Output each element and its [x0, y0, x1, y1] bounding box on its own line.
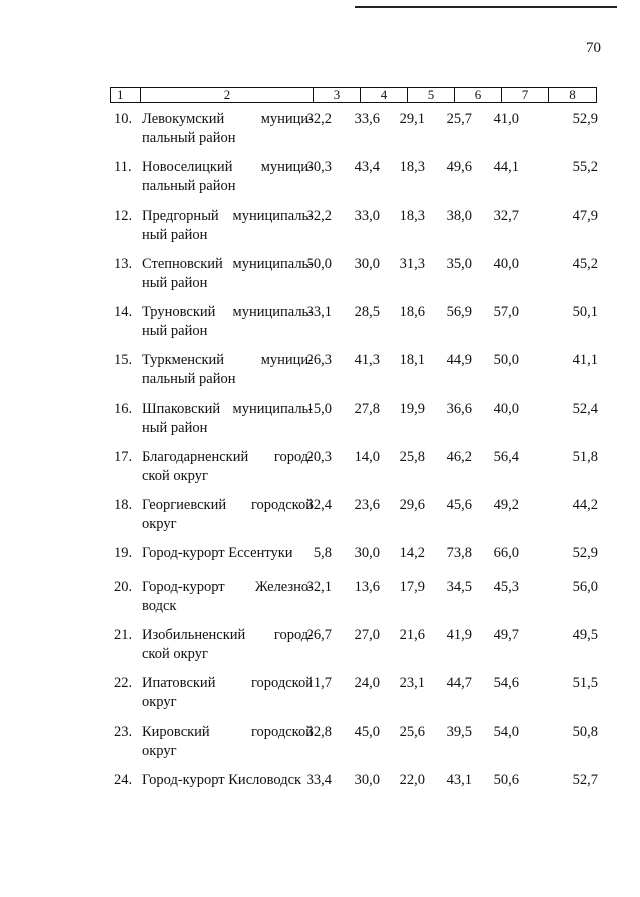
- district-name-line-1: Левокумский муници-: [142, 111, 313, 127]
- table-row: [0, 351, 640, 395]
- value-col-3: 26,3: [306, 352, 332, 368]
- district-name-line-2: округ: [142, 516, 177, 532]
- district-name-line-2: пальный район: [142, 178, 236, 194]
- value-col-6: 44,7: [446, 675, 472, 691]
- top-rule: [355, 6, 617, 8]
- value-col-7: 32,7: [493, 208, 519, 224]
- district-name-line-2: пальный район: [142, 130, 236, 146]
- value-col-3: 50,0: [306, 256, 332, 272]
- district-name: [142, 771, 313, 790]
- value-col-4: 30,0: [354, 772, 380, 788]
- row-number: 13.: [114, 256, 133, 272]
- district-name-line-2: ской округ: [142, 646, 208, 662]
- header-col-7: 7: [502, 88, 549, 102]
- district-name-line-1: Благодарненский город-: [142, 449, 313, 465]
- value-col-7: 40,0: [493, 256, 519, 272]
- value-col-6: 49,6: [446, 159, 472, 175]
- district-name-line-2: округ: [142, 743, 177, 759]
- row-number: 12.: [114, 208, 133, 224]
- value-col-6: 34,5: [446, 579, 472, 595]
- header-col-4: 4: [361, 88, 408, 102]
- district-name-line-1: Предгорный муниципаль-: [142, 208, 313, 224]
- value-col-3: 32,2: [306, 208, 332, 224]
- table-row: [0, 207, 640, 251]
- value-col-4: 14,0: [354, 449, 380, 465]
- district-name-line-1: Труновский муниципаль-: [142, 304, 313, 320]
- district-name: [142, 448, 313, 486]
- value-col-5: 19,9: [399, 401, 425, 417]
- table-row: [0, 771, 640, 815]
- value-col-8: 51,5: [572, 675, 598, 691]
- district-name: [142, 544, 313, 563]
- row-number: 14.: [114, 304, 133, 320]
- value-col-8: 45,2: [572, 256, 598, 272]
- table-row: [0, 496, 640, 540]
- value-col-4: 41,3: [354, 352, 380, 368]
- district-name: [142, 578, 313, 616]
- value-col-5: 18,3: [399, 159, 425, 175]
- row-number: 18.: [114, 497, 133, 513]
- value-col-3: 5,8: [313, 545, 332, 561]
- district-name-line-1: Георгиевский городской: [142, 497, 313, 513]
- value-col-8: 52,4: [572, 401, 598, 417]
- value-col-8: 50,8: [572, 724, 598, 740]
- value-col-4: 45,0: [354, 724, 380, 740]
- value-col-7: 57,0: [493, 304, 519, 320]
- value-col-7: 45,3: [493, 579, 519, 595]
- table-row: [0, 158, 640, 202]
- district-name-line-1: Туркменский муници-: [142, 352, 313, 368]
- value-col-7: 66,0: [493, 545, 519, 561]
- value-col-7: 49,2: [493, 497, 519, 513]
- district-name-line-1: Город-курорт Кисловодск: [142, 772, 302, 788]
- value-col-4: 33,6: [354, 111, 380, 127]
- value-col-8: 41,1: [572, 352, 598, 368]
- table-row: [0, 255, 640, 299]
- value-col-8: 49,5: [572, 627, 598, 643]
- value-col-4: 23,6: [354, 497, 380, 513]
- value-col-7: 44,1: [493, 159, 519, 175]
- value-col-7: 50,0: [493, 352, 519, 368]
- row-number: 17.: [114, 449, 133, 465]
- table-row: [0, 448, 640, 492]
- value-col-5: 25,8: [399, 449, 425, 465]
- table-row: [0, 110, 640, 154]
- value-col-7: 54,6: [493, 675, 519, 691]
- value-col-5: 18,1: [399, 352, 425, 368]
- table-row: [0, 578, 640, 622]
- value-col-8: 52,9: [572, 545, 598, 561]
- value-col-6: 73,8: [446, 545, 472, 561]
- row-number: 20.: [114, 579, 133, 595]
- district-name-line-1: Город-курорт Ессентуки: [142, 545, 293, 561]
- value-col-3: 20,3: [306, 449, 332, 465]
- header-col-3: 3: [314, 88, 361, 102]
- district-name: [142, 351, 313, 389]
- district-name-line-1: Изобильненский город-: [142, 627, 313, 643]
- district-name-line-2: ный район: [142, 323, 208, 339]
- value-col-7: 41,0: [493, 111, 519, 127]
- district-name-line-1: Шпаковский муниципаль-: [142, 401, 313, 417]
- district-name-line-2: ской округ: [142, 468, 208, 484]
- district-name: [142, 110, 313, 148]
- table-row: [0, 400, 640, 444]
- value-col-5: 31,3: [399, 256, 425, 272]
- value-col-8: 47,9: [572, 208, 598, 224]
- district-name-line-2: ный район: [142, 227, 208, 243]
- district-name-line-2: округ: [142, 694, 177, 710]
- value-col-5: 25,6: [399, 724, 425, 740]
- district-name-line-1: Ипатовский городской: [142, 675, 313, 691]
- district-name-line-2: пальный район: [142, 371, 236, 387]
- value-col-4: 13,6: [354, 579, 380, 595]
- value-col-3: 32,1: [306, 579, 332, 595]
- row-number: 11.: [114, 159, 132, 175]
- value-col-8: 56,0: [572, 579, 598, 595]
- value-col-8: 51,8: [572, 449, 598, 465]
- district-name-line-1: Степновский муниципаль-: [142, 256, 313, 272]
- page-number: 70: [586, 40, 601, 56]
- value-col-3: 32,8: [306, 724, 332, 740]
- value-col-3: 32,2: [306, 111, 332, 127]
- district-name: [142, 255, 313, 293]
- value-col-4: 28,5: [354, 304, 380, 320]
- table-row: [0, 674, 640, 718]
- value-col-3: 30,3: [306, 159, 332, 175]
- table-row: [0, 626, 640, 670]
- row-number: 16.: [114, 401, 133, 417]
- row-number: 22.: [114, 675, 133, 691]
- value-col-8: 52,7: [572, 772, 598, 788]
- district-name: [142, 303, 313, 341]
- value-col-8: 55,2: [572, 159, 598, 175]
- value-col-7: 40,0: [493, 401, 519, 417]
- value-col-5: 14,2: [399, 545, 425, 561]
- district-name: [142, 158, 313, 196]
- value-col-5: 29,1: [399, 111, 425, 127]
- value-col-4: 30,0: [354, 256, 380, 272]
- district-name-line-1: Кировский городской: [142, 724, 313, 740]
- value-col-3: 15,0: [306, 401, 332, 417]
- district-name-line-2: водск: [142, 598, 177, 614]
- value-col-7: 56,4: [493, 449, 519, 465]
- value-col-8: 50,1: [572, 304, 598, 320]
- value-col-4: 24,0: [354, 675, 380, 691]
- value-col-3: 11,7: [307, 675, 332, 691]
- table-header: [110, 87, 597, 103]
- value-col-6: 41,9: [446, 627, 472, 643]
- value-col-7: 54,0: [493, 724, 519, 740]
- district-name: [142, 626, 313, 664]
- value-col-3: 33,1: [306, 304, 332, 320]
- district-name-line-1: Город-курорт Железно-: [142, 579, 313, 595]
- district-name: [142, 723, 313, 761]
- row-number: 15.: [114, 352, 133, 368]
- value-col-4: 43,4: [354, 159, 380, 175]
- value-col-8: 44,2: [572, 497, 598, 513]
- value-col-4: 27,0: [354, 627, 380, 643]
- district-name-line-1: Новоселицкий муници-: [142, 159, 313, 175]
- value-col-6: 43,1: [446, 772, 472, 788]
- value-col-6: 35,0: [446, 256, 472, 272]
- row-number: 10.: [114, 111, 133, 127]
- value-col-5: 22,0: [399, 772, 425, 788]
- value-col-4: 30,0: [354, 545, 380, 561]
- value-col-6: 36,6: [446, 401, 472, 417]
- row-number: 24.: [114, 772, 133, 788]
- value-col-6: 56,9: [446, 304, 472, 320]
- value-col-5: 21,6: [399, 627, 425, 643]
- district-name-line-2: ный район: [142, 275, 208, 291]
- value-col-6: 39,5: [446, 724, 472, 740]
- value-col-5: 18,6: [399, 304, 425, 320]
- header-col-6: 6: [455, 88, 502, 102]
- table-row: [0, 723, 640, 767]
- district-name-line-2: ный район: [142, 420, 208, 436]
- district-name: [142, 674, 313, 712]
- value-col-6: 46,2: [446, 449, 472, 465]
- value-col-6: 45,6: [446, 497, 472, 513]
- value-col-5: 17,9: [399, 579, 425, 595]
- value-col-4: 33,0: [354, 208, 380, 224]
- value-col-6: 44,9: [446, 352, 472, 368]
- district-name: [142, 496, 313, 534]
- value-col-7: 50,6: [493, 772, 519, 788]
- row-number: 23.: [114, 724, 133, 740]
- value-col-3: 33,4: [306, 772, 332, 788]
- header-col-5: 5: [408, 88, 455, 102]
- row-number: 19.: [114, 545, 133, 561]
- header-col-8: 8: [569, 87, 576, 102]
- value-col-6: 25,7: [446, 111, 472, 127]
- header-col-1: 1: [111, 88, 141, 102]
- value-col-5: 23,1: [399, 675, 425, 691]
- district-name: [142, 400, 313, 438]
- value-col-7: 49,7: [493, 627, 519, 643]
- value-col-5: 29,6: [399, 497, 425, 513]
- table-row: [0, 303, 640, 347]
- value-col-8: 52,9: [572, 111, 598, 127]
- value-col-4: 27,8: [354, 401, 380, 417]
- value-col-6: 38,0: [446, 208, 472, 224]
- header-col-2: 2: [141, 88, 314, 102]
- value-col-3: 26,7: [306, 627, 332, 643]
- value-col-3: 32,4: [306, 497, 332, 513]
- row-number: 21.: [114, 627, 133, 643]
- value-col-5: 18,3: [399, 208, 425, 224]
- district-name: [142, 207, 313, 245]
